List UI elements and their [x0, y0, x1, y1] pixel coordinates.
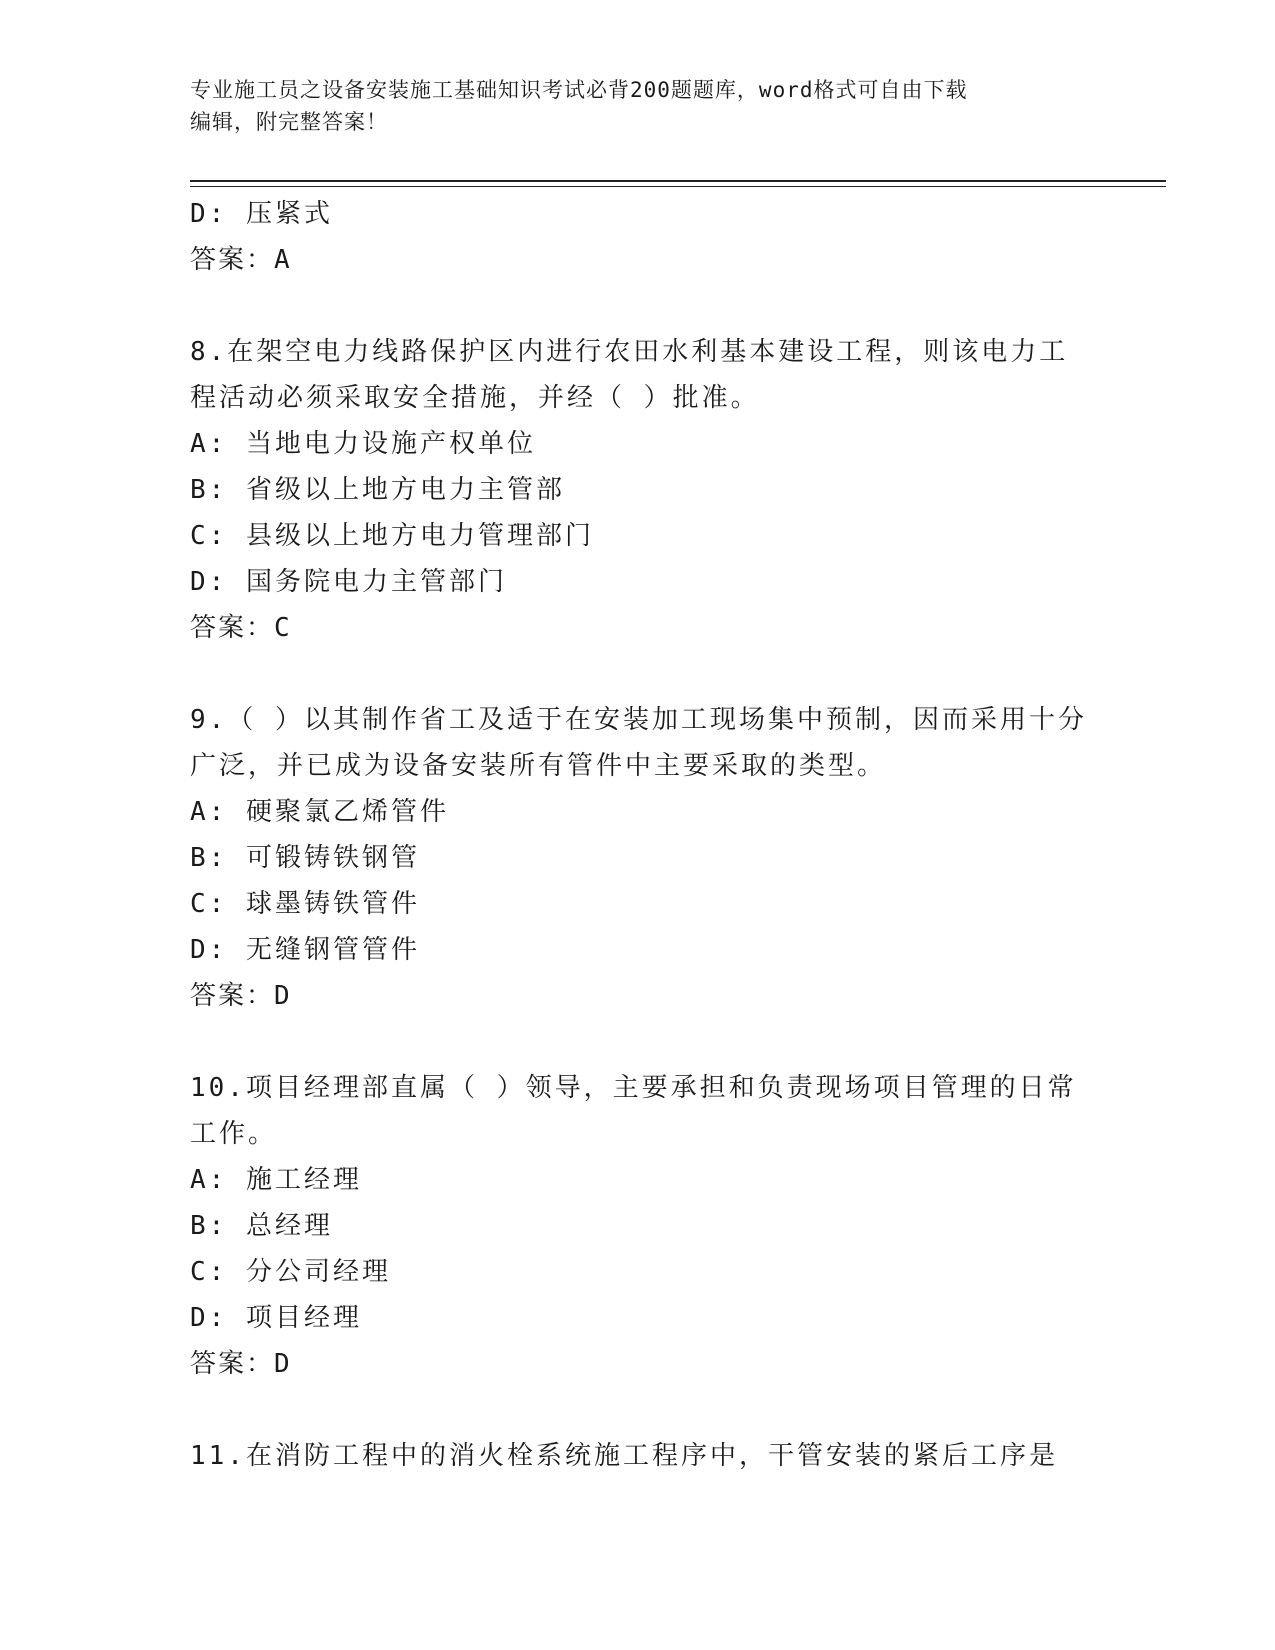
option-a: A: 当地电力设施产权单位 [190, 429, 536, 459]
option-a: A: 硬聚氯乙烯管件 [190, 797, 449, 827]
question-text: 10.项目经理部直属（ ）领导，主要承担和负责现场项目管理的日常 [190, 1073, 1077, 1103]
question-10 [190, 1065, 1090, 1387]
question-text: 9.（ ）以其制作省工及适于在安装加工现场集中预制，因而采用十分 [190, 705, 1087, 735]
question-9 [190, 697, 1090, 1019]
option-c: C: 分公司经理 [190, 1257, 391, 1287]
answer-value: C [274, 613, 293, 643]
option-d: D: 无缝钢管管件 [190, 935, 420, 965]
option-b: B: 总经理 [190, 1211, 333, 1241]
question-text: 11.在消防工程中的消火栓系统施工程序中，干管安装的紧后工序是 [190, 1441, 1058, 1471]
question-8 [190, 329, 1090, 651]
header-divider-thin [190, 186, 1166, 187]
answer-line [190, 973, 1090, 1019]
header-divider-thick [190, 180, 1166, 182]
option-b: B: 省级以上地方电力主管部 [190, 475, 565, 505]
answer-value: A [274, 245, 293, 275]
answer-label: 答案： [190, 981, 275, 1011]
option-c: C: 球墨铸铁管件 [190, 889, 420, 919]
option-d: D: 项目经理 [190, 1303, 362, 1333]
question-content [190, 191, 1090, 1479]
question-text: 工作。 [190, 1119, 278, 1149]
answer-label: 答案： [190, 245, 275, 275]
option-a: A: 施工经理 [190, 1165, 362, 1195]
question-text: 程活动必须采取安全措施，并经（ ）批准。 [190, 383, 760, 413]
answer-line [190, 237, 1090, 283]
header-line-1: 专业施工员之设备安装施工基础知识考试必背200题题库，word格式可自由下载 [190, 78, 968, 102]
option-b: B: 可锻铸铁钢管 [190, 843, 420, 873]
answer-line [190, 605, 1090, 651]
answer-line [190, 1341, 1090, 1387]
option-c: C: 县级以上地方电力管理部门 [190, 521, 594, 551]
answer-label: 答案： [190, 1349, 275, 1379]
document-header [190, 74, 1090, 138]
question-text: 广泛，并已成为设备安装所有管件中主要采取的类型。 [190, 751, 887, 781]
answer-value: D [274, 1349, 293, 1379]
answer-label: 答案： [190, 613, 275, 643]
header-line-2: 编辑，附完整答案！ [190, 110, 388, 134]
question-text: 8.在架空电力线路保护区内进行农田水利基本建设工程，则该电力工 [190, 337, 1069, 367]
question-11 [190, 1433, 1090, 1479]
option-d: D: 压紧式 [190, 199, 333, 229]
answer-value: D [274, 981, 293, 1011]
option-d: D: 国务院电力主管部门 [190, 567, 507, 597]
